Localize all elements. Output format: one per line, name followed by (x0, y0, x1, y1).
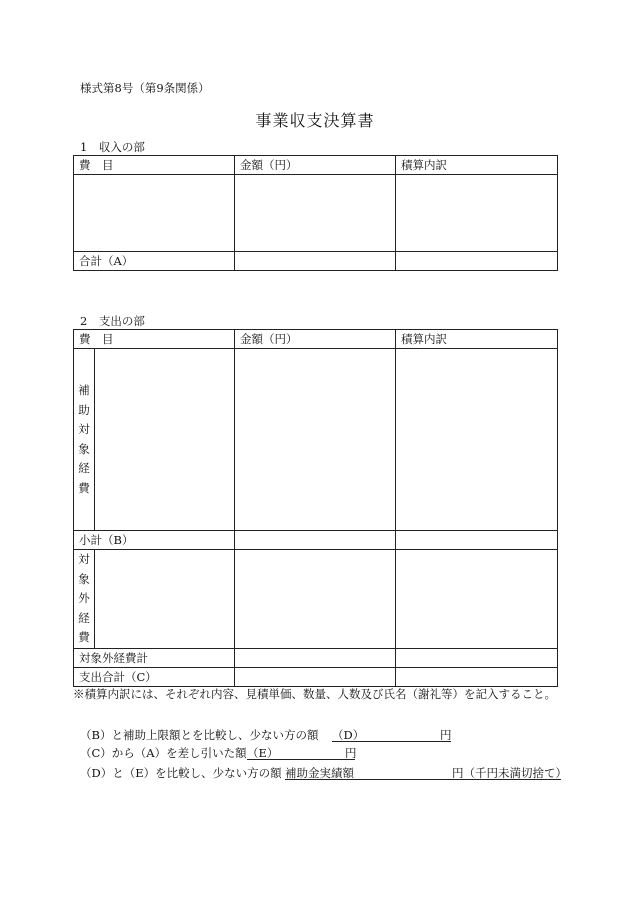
subtotal-amount[interactable] (235, 531, 396, 550)
subtotal-label: 小計（B） (74, 531, 235, 550)
eligible-label-char: 費 (78, 480, 90, 495)
calc-line-3-unit: 円（千円未満切捨て） (452, 766, 567, 780)
ineligible-total-amount[interactable] (235, 648, 396, 667)
income-header-amount: 金額（円） (235, 156, 396, 175)
expense-total-label: 支出合計（C） (74, 667, 235, 686)
income-header-row (74, 156, 558, 175)
calc-line-2-text: （C）から（A）を差し引いた額 (80, 746, 247, 760)
ineligible-expense-item-entry[interactable] (95, 550, 234, 648)
subtotal-breakdown[interactable] (396, 531, 558, 550)
expense-heading: 2 支出の部 (80, 314, 145, 328)
calc-line-2-mark: （E） (247, 746, 279, 760)
calc-line-1-text: （B）と補助上限額とを比較し、少ない方の額 (80, 728, 319, 742)
eligible-expense-label (74, 349, 95, 530)
income-total-row (74, 252, 558, 271)
eligible-label-char: 対 (78, 422, 90, 436)
eligible-expense-item-entry[interactable] (95, 349, 234, 530)
expense-header-breakdown: 積算内訳 (396, 330, 558, 349)
eligible-expense-item-cell (74, 349, 235, 531)
ineligible-expense-label (74, 550, 95, 648)
calc-line-1-mark: （D） (332, 728, 365, 742)
eligible-expense-breakdown-cell[interactable] (396, 349, 558, 531)
income-amount-cell[interactable] (235, 175, 396, 252)
ineligible-label-char: 対 (78, 552, 90, 566)
form-number: 様式第8号（第9条関係） (80, 81, 210, 95)
income-total-label: 合計（A） (74, 252, 235, 271)
calc-line-2-blank[interactable] (247, 759, 355, 760)
expense-header-amount: 金額（円） (235, 330, 396, 349)
ineligible-label-char: 経 (78, 610, 90, 625)
expense-header-item: 費 目 (74, 330, 235, 349)
income-header-breakdown: 積算内訳 (396, 156, 558, 175)
expense-total-row (74, 667, 558, 686)
calc-line-1 (80, 727, 318, 743)
ineligible-label-char: 外 (78, 591, 90, 605)
calc-line-3-mark: 補助金実績額 (285, 766, 354, 780)
eligible-expense-row (74, 349, 558, 531)
ineligible-total-breakdown[interactable] (396, 648, 558, 667)
expense-header-row (74, 330, 558, 349)
income-heading: 1 収入の部 (80, 140, 145, 154)
eligible-label-char: 経 (78, 461, 90, 475)
expense-total-amount[interactable] (235, 667, 396, 686)
eligible-expense-amount-cell[interactable] (235, 349, 396, 531)
eligible-label-char: 象 (78, 441, 90, 456)
calc-line-3-text: （D）と（E）を比較し、少ない方の額 (80, 766, 282, 780)
ineligible-expense-row (74, 550, 558, 649)
eligible-label-char: 助 (78, 402, 90, 417)
ineligible-total-label: 対象外経費計 (74, 648, 235, 667)
eligible-label-char: 補 (78, 383, 90, 397)
expense-table (73, 329, 558, 687)
document-title: 事業収支決算書 (255, 111, 375, 130)
calc-line-1-unit: 円 (440, 728, 452, 742)
calc-line-1-blank[interactable] (332, 741, 451, 742)
ineligible-label-char: 費 (78, 630, 90, 644)
expense-total-breakdown[interactable] (396, 667, 558, 686)
income-item-cell[interactable] (74, 175, 235, 252)
ineligible-expense-breakdown-cell[interactable] (396, 550, 558, 649)
calc-line-2-unit: 円 (345, 746, 357, 760)
subtotal-row (74, 531, 558, 550)
income-total-breakdown[interactable] (396, 252, 558, 271)
income-header-item: 費 目 (74, 156, 235, 175)
ineligible-total-row (74, 648, 558, 667)
income-table (73, 155, 558, 271)
ineligible-label-char: 象 (78, 571, 90, 586)
income-entry-row (74, 175, 558, 252)
calc-line-3-blank[interactable] (285, 779, 561, 780)
ineligible-expense-amount-cell[interactable] (235, 550, 396, 649)
income-total-amount[interactable] (235, 252, 396, 271)
note-text: ※積算内訳には、それぞれ内容、見積単価、数量、人数及び氏名（謝礼等）を記入すること。 (73, 687, 556, 701)
income-breakdown-cell[interactable] (396, 175, 558, 252)
ineligible-expense-item-cell (74, 550, 235, 649)
